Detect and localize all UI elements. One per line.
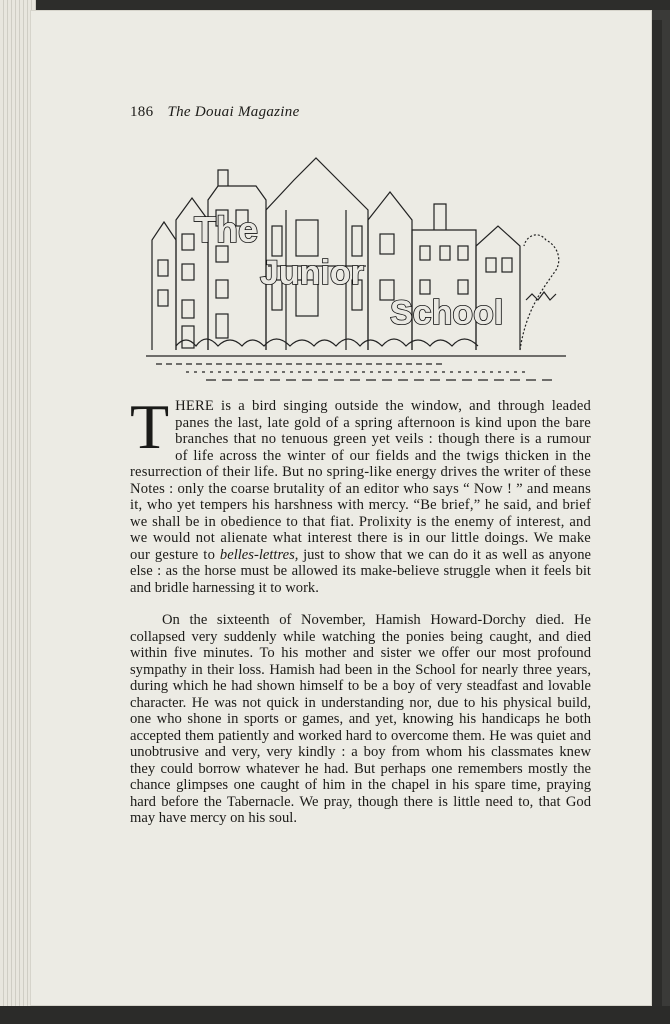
book-edge-top (0, 0, 670, 10)
running-title: The Douai Magazine (167, 104, 300, 120)
page-number: 186 (130, 104, 154, 120)
running-header (130, 104, 300, 121)
heading-word-3: School (390, 294, 504, 332)
drop-cap: T (130, 391, 170, 462)
school-building-illustration (146, 150, 566, 390)
article-body (130, 391, 591, 827)
heading-word-2: Junior (260, 254, 364, 292)
paragraph-1 (130, 391, 591, 596)
paragraph-1-tail: just to show that we can do it as well as anyone else : as the horse must be allowed its make-believe struggle when it feels bit and bridle harnessing it to work. (130, 546, 591, 596)
book-edge-bottom (0, 1006, 670, 1024)
book-cover-edge (652, 20, 662, 1010)
paragraph-1-italic: belles-lettres, (219, 546, 299, 563)
paragraph-2: On the sixteenth of November, Hamish Howard-Dorchy died. He collapsed very suddenly while watching the ponies being caught, and died within five minutes. To his mother and sister we offer our most profound sympathy in their loss. Hamish had been in the School for nearly three years, during which he had shown himself to be a boy of very steadfast and lovable character. He was not quick in understanding nor, due to his physical build, one who shone in sports or games, and yet, knowing his handicaps he both accepted them patiently and worked hard to overcome them. He was quiet and unobtrusive and very, very kindly : a boy from whom his classmates knew they could borrow whatever he had. But perhaps one remembers mostly the chance glimpses one caught of him in the chapel in his spare time, praying hard before the Tabernacle. We pray, though there is little need to, that God may have mercy on his soul. (130, 612, 591, 826)
heading-word-1: The (194, 209, 259, 250)
paragraph-1-lead: HERE is a bird singing outside the window, and through leaded panes the last, late gold of a spring afternoon is kind upon the bare branches that no tenuous green yet veils : though there is a rumour of life across the winter of our fields and the twigs thicken in the resurrection of their life. But no spring-like energy drives the writer of these Notes : only the coarse brutality of an editor who says “ Now ! ” and means it, who yet tempers his harshness with mercy. “Be brief,” he said, and brief we shall be in obedience to that fiat. Prolixity is the enemy of interest, and we would not alienate what interest there is in our little doings. We make our gesture to (130, 398, 591, 563)
